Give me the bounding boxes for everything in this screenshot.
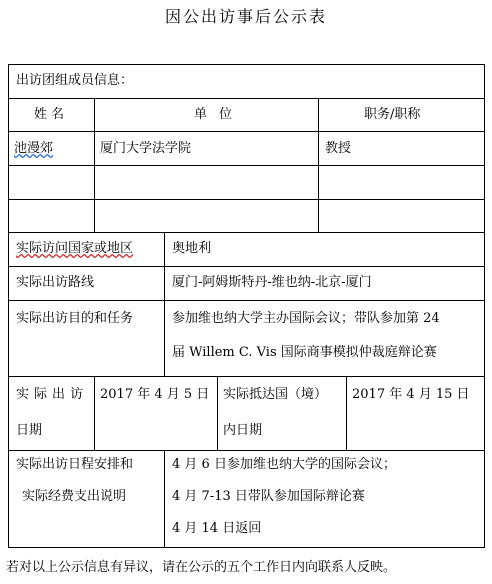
- table-col-divider: [94, 98, 95, 233]
- route-value: 厦门-阿姆斯特丹-维也纳-北京-厦门: [172, 275, 372, 290]
- purpose-line-2: 届 Willem C. Vis 国际商事模拟仲裁庭辩论赛: [172, 345, 437, 360]
- table-border-left: [8, 64, 9, 548]
- dates-label-line-2: 日期: [16, 423, 43, 438]
- country-value: 奥地利: [172, 241, 212, 256]
- page-title: 因公出访事后公示表: [164, 7, 327, 26]
- member-name: 池漫郊: [14, 141, 54, 156]
- depart-date: 2017 年 4 月 5 日: [100, 387, 210, 402]
- arrive-date: 2017 年 4 月 15 日: [352, 387, 470, 402]
- header-position: 职务/职称: [364, 107, 421, 122]
- country-label: 实际访问国家或地区: [16, 241, 134, 256]
- schedule-label: 实际出访日程安排和: [16, 457, 134, 472]
- table-col-divider: [217, 376, 218, 451]
- table-rule: [8, 232, 485, 233]
- table-col-divider: [164, 232, 165, 377]
- table-rule: [8, 165, 485, 166]
- table-rule: [8, 450, 485, 451]
- table-rule: [8, 266, 485, 267]
- table-rule: [8, 376, 485, 377]
- table-border-bottom: [8, 547, 485, 548]
- header-unit: 单位: [194, 107, 245, 122]
- table-border-top: [8, 64, 485, 65]
- members-section-header: 出访团组成员信息：: [16, 73, 134, 88]
- table-border-right: [484, 64, 485, 548]
- route-label: 实际出访路线: [16, 275, 95, 290]
- table-col-divider: [318, 98, 319, 233]
- member-unit: 厦门大学法学院: [100, 141, 192, 156]
- purpose-line-1: 参加维也纳大学主办国际会议；带队参加第 24: [172, 311, 440, 326]
- schedule-item: 4 月 7-13 日带队参加国际辩论赛: [172, 489, 365, 504]
- table-col-divider: [346, 376, 347, 451]
- schedule-label-line-2: 实际经费支出说明: [22, 489, 127, 504]
- table-rule: [8, 199, 485, 200]
- schedule-item: 4 月 6 日参加维也纳大学的国际会议；: [172, 457, 396, 472]
- header-name: 姓名: [34, 107, 69, 122]
- footer-note: 若对以上公示信息有异议，请在公示的五个工作日内向联系人反映。: [6, 560, 397, 575]
- dates-label: 实际出访: [16, 387, 89, 402]
- table-rule: [8, 98, 485, 99]
- table-col-divider: [164, 450, 165, 548]
- arrive-label: 实际抵达国（境）: [223, 387, 328, 402]
- schedule-item: 4 月 14 日返回: [172, 521, 262, 536]
- purpose-label: 实际出访目的和任务: [16, 311, 134, 326]
- arrive-label-line-2: 内日期: [223, 423, 263, 438]
- table-rule: [8, 131, 485, 132]
- table-rule: [8, 300, 485, 301]
- member-position: 教授: [325, 141, 352, 156]
- table-col-divider: [94, 376, 95, 451]
